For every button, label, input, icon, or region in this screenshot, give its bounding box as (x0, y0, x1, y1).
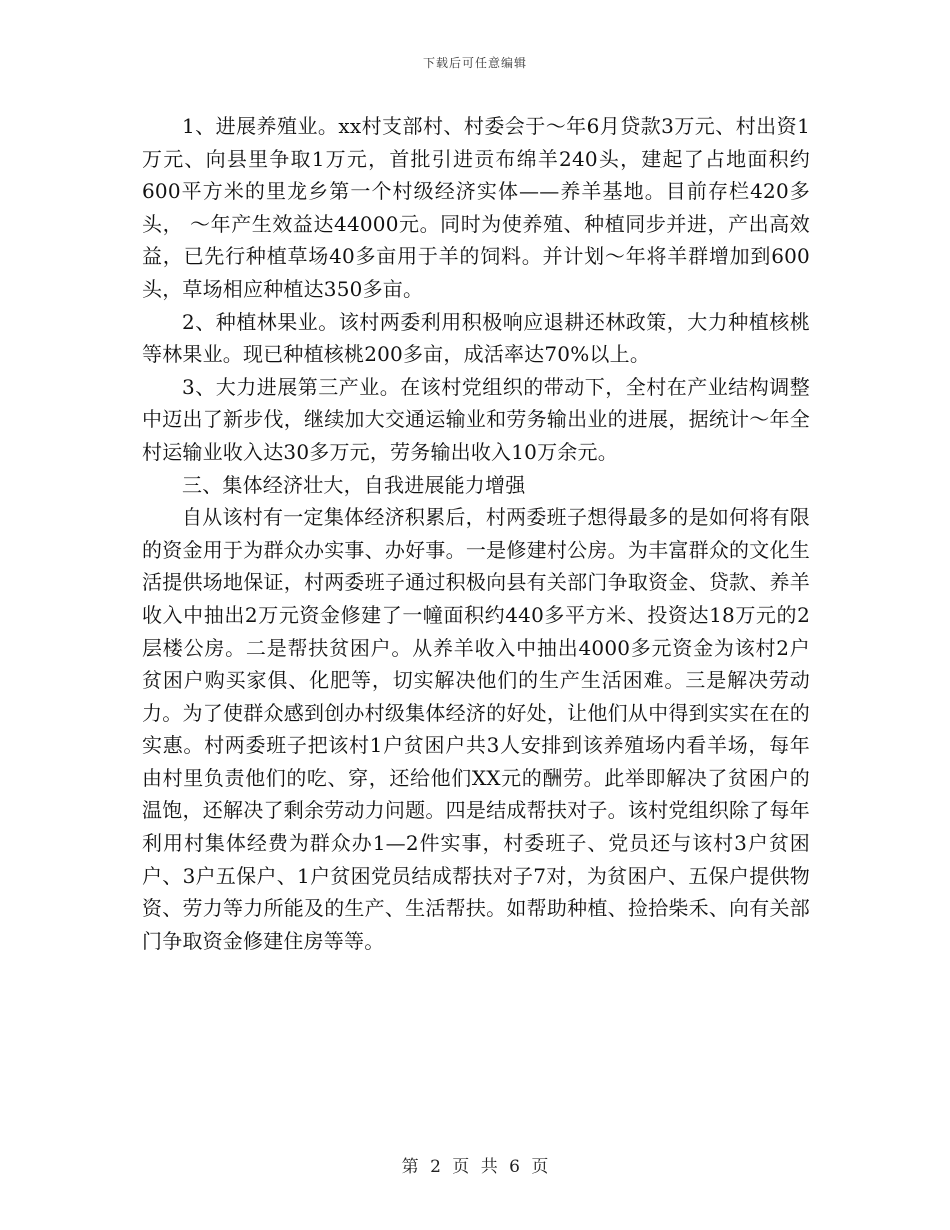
paragraph-tertiary-industry: 3、大力进展第三产业。在该村党组织的带动下，全村在产业结构调整中迈出了新步伐，继续加大交通运输业和劳务输出业的进展，据统计～年全村运输业收入达30多万元，劳务输出收入10万余元。 (142, 374, 810, 464)
document-body (142, 110, 810, 957)
paragraph-breeding: 1、进展养殖业。xx村支部村、村委会于～年6月贷款3万元、村出资1万元、向县里争取1万元，首批引进贡布绵羊240头，建起了占地面积约600平方米的里龙乡第一个村级经济实体——养羊基地。目前存栏420多头， ～年产生效益达44000元。同时为使养殖、种植同步并进，产出高效益，已先行种植草场40多亩用于羊的饲料。并计划～年将羊群增加到600头，草场相应种植达350多亩。 (142, 114, 810, 301)
page-header: 下载后可任意编辑 (422, 56, 527, 70)
page-number: 第 2 页 共 6 页 (401, 1157, 549, 1177)
section-heading: 三、集体经济壮大，自我进展能力增强 (182, 472, 526, 497)
paragraph-collective-economy: 自从该村有一定集体经济积累后，村两委班子想得最多的是如何将有限的资金用于为群众办实事、办好事。一是修建村公房。为丰富群众的文化生活提供场地保证，村两委班子通过积极向县有关部门争取资金、贷款、养羊收入中抽出2万元资金修建了一幢面积约440多平方米、投资达18万元的2层楼公房。二是帮扶贫困户。从养羊收入中抽出4000多元资金为该村2户贫困户购买家俱、化肥等，切实解决他们的生产生活困难。三是解决劳动力。为了使群众感到创办村级集体经济的好处，让他们从中得到实实在在的实惠。村两委班子把该村1户贫困户共3人安排到该养殖场内看羊场，每年由村里负责他们的吃、穿，还给他们XX元的酬劳。此举即解决了贫困户的温饱，还解决了剩余劳动力问题。四是结成帮扶对子。该村党组织除了每年利用村集体经费为群众办1—2件实事，村委班子、党员还与该村3户贫困户、3户五保户、1户贫困党员结成帮扶对子7对，为贫困户、五保户提供物资、劳力等力所能及的生产、生活帮扶。如帮助种植、捡拾柴禾、向有关部门争取资金修建住房等等。 (142, 505, 810, 953)
paragraph-forestry: 2、种植林果业。该村两委利用积极响应退耕还林政策，大力种植核桃等林果业。现已种植核桃200多亩，成活率达70%以上。 (142, 309, 810, 367)
